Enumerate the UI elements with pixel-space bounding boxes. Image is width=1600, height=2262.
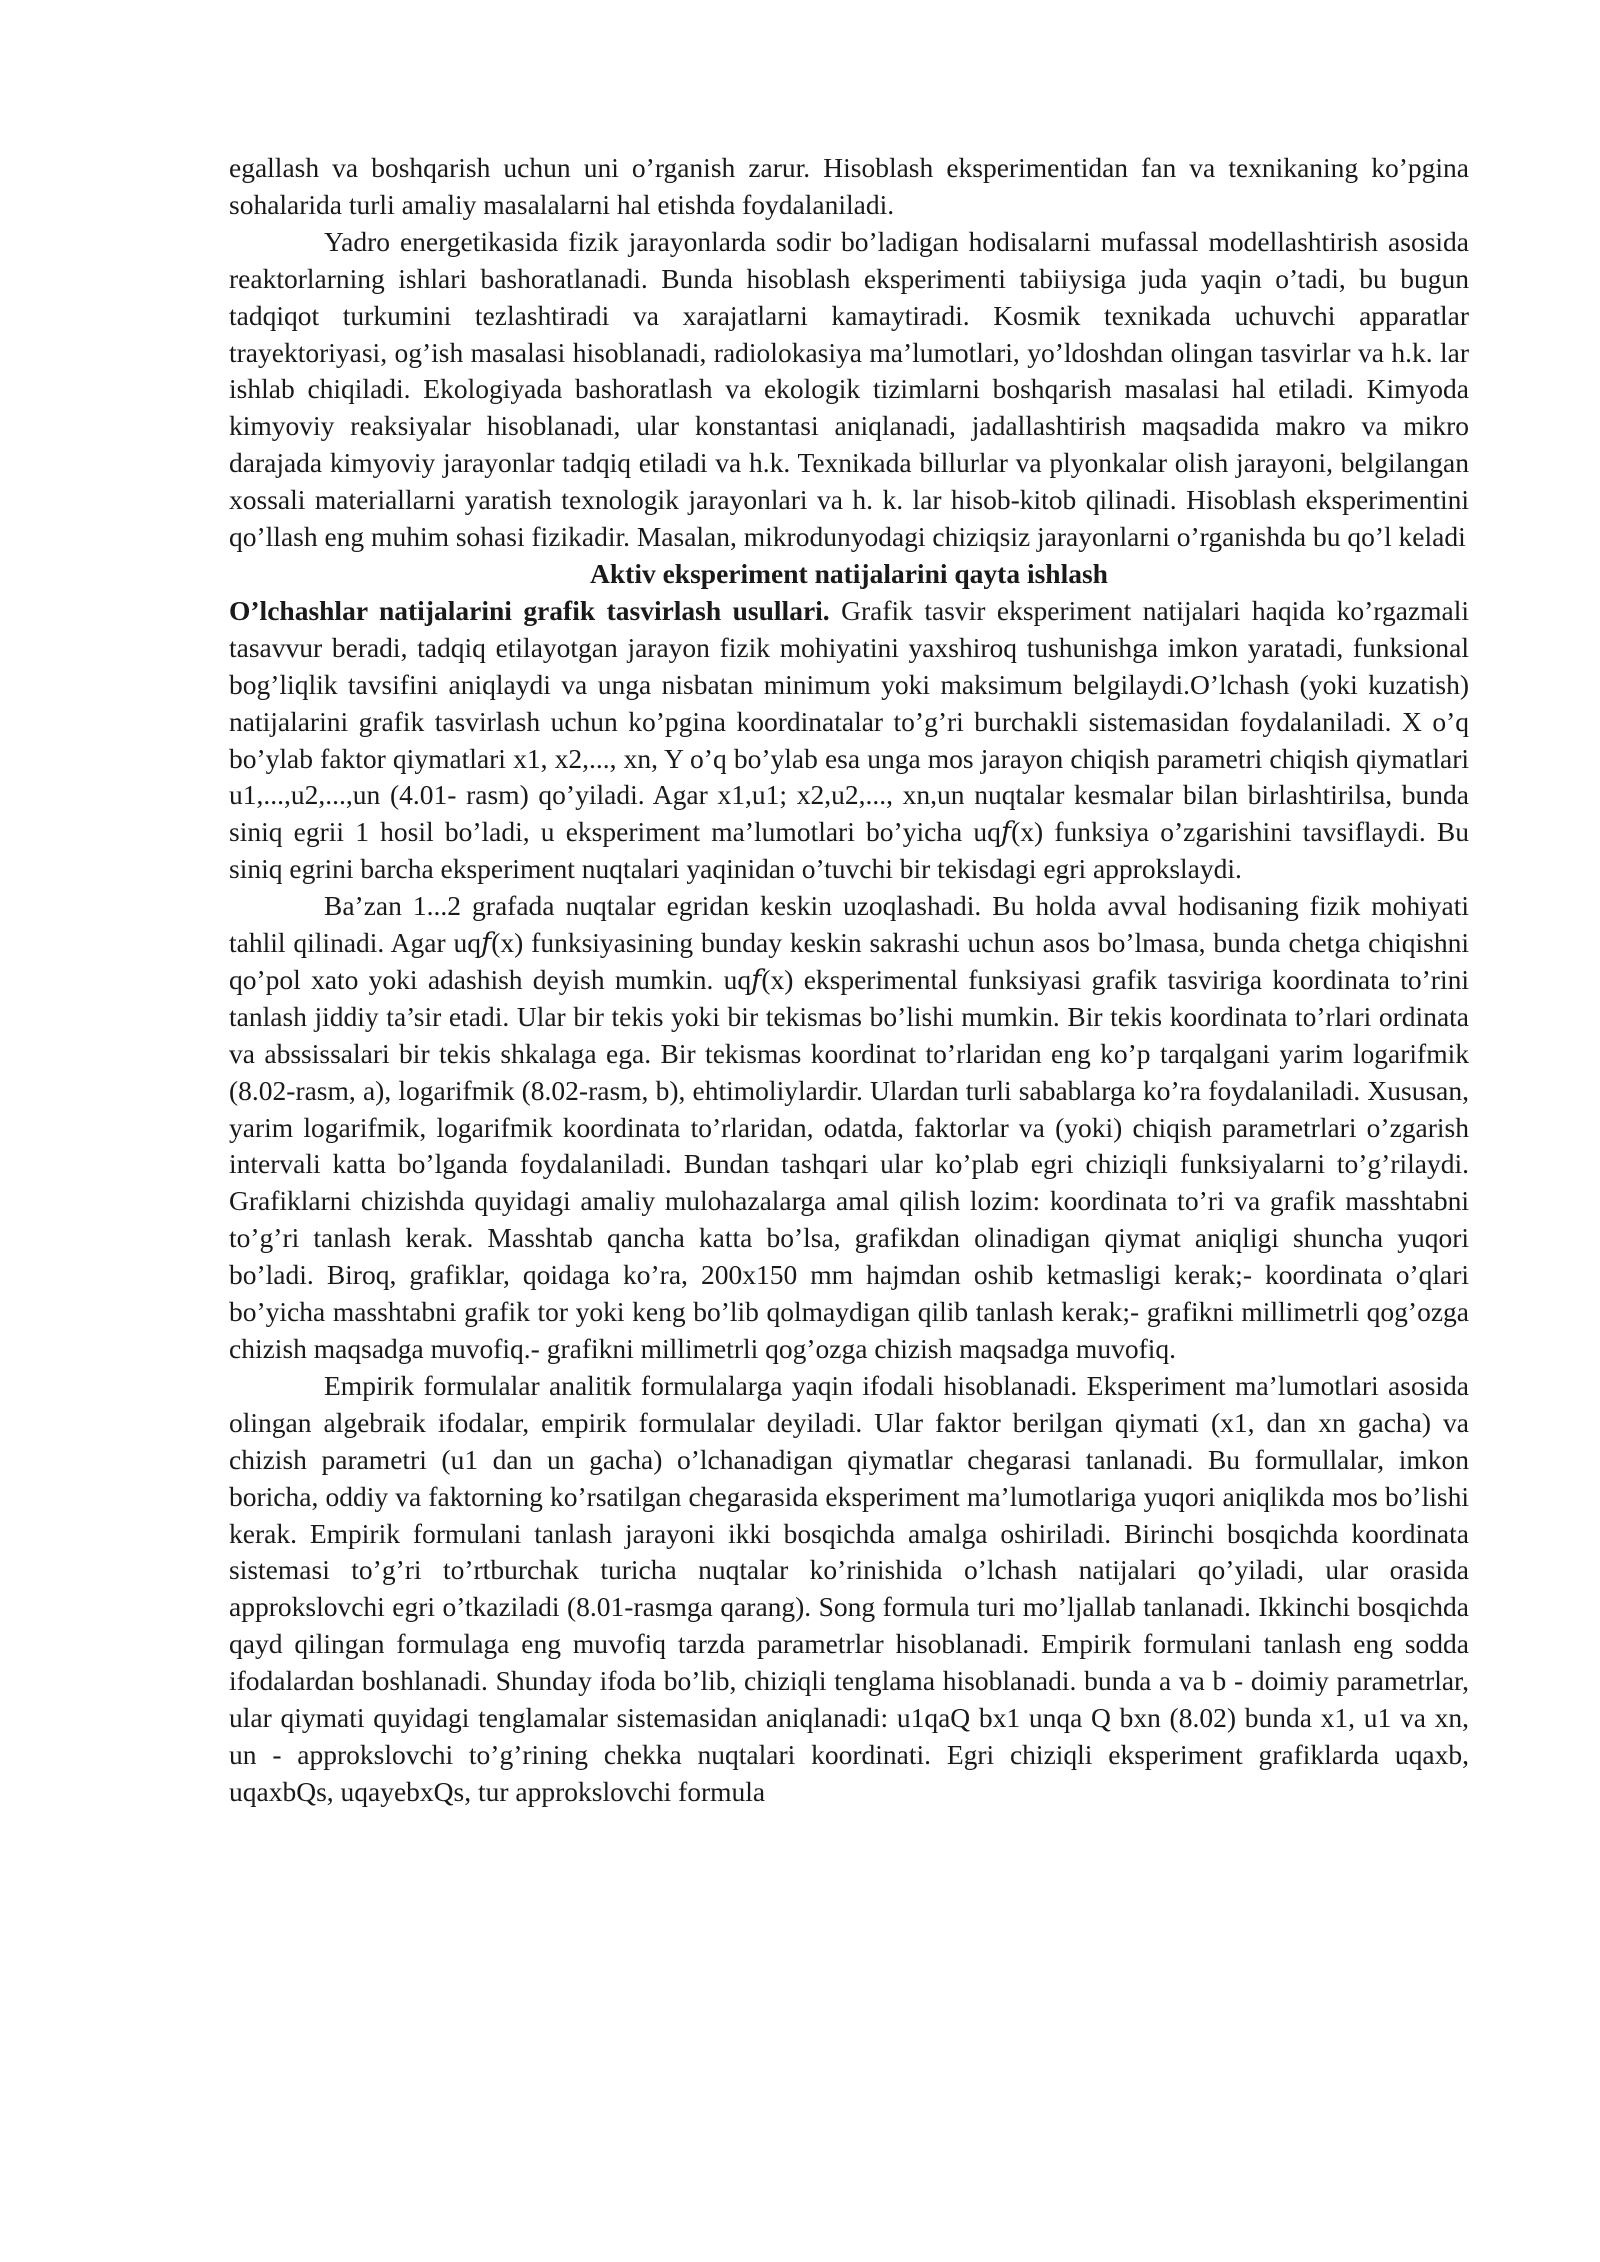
paragraph-2: Yadro energetikasida fizik jarayonlarda sodir bo’ladigan hodisalarni mufassal modellashtirish asosida reaktorlarning ishlari bashoratlanadi. Bunda hisoblash eksperimenti tabiiysiga juda yaqin o’tadi, bu bugun tadqiqot turkumini tezlashtiradi va xarajatlarni kamaytiradi. Kosmik texnikada uchuvchi apparatlar trayektoriyasi, og’ish masalasi hisoblanadi, radiolokasiya ma’lumotlari, yo’ldoshdan olingan tasvirlar va h.k. lar ishlab chiqiladi. Ekologiyada bashoratlash va ekologik tizimlarni boshqarish masalasi hal etiladi. Kimyoda kimyoviy reaksiyalar hisoblanadi, ular konstantasi aniqlanadi, jadallashtirish maqsadida makro va mikro darajada kimyoviy jarayonlar tadqiq etiladi va h.k. Texnikada billurlar va plyonkalar olish jarayoni, belgilangan xossali materiallarni yaratish texnologik jarayonlari va h. k. lar hisob-kitob qilinadi. Hisoblash eksperimentini qo’llash eng muhim sohasi fizikadir. Masalan, mikrodunyodagi chiziqsiz jarayonlarni o’rganishda bu qo’l keladi [229, 225, 1469, 553]
paragraph-3-body: Grafik tasvir eksperiment natijalari haqida ko’rgazmali tasavvur beradi, tadqiq etilayotgan jarayon fizik mohiyatini yaxshiroq tushunishga imkon yaratadi, funksional bog’liqlik tavsifini aniqlaydi va unga nisbatan minimum yoki maksimum belgilaydi.O’lchash (yoki kuzatish) natijalarini grafik tasvirlash uchun ko’pgina koordinatalar to’g’ri burchakli sistemasidan foydalaniladi. X o’q bo’ylab faktor qiymatlari x1, x2,..., xn, Y o’q bo’ylab esa unga mos jarayon chiqish parametri chiqish qiymatlari u1,...,u2,...,un (4.01- rasm) qo’yiladi. Agar x1,u1; x2,u2,..., xn,un nuqtalar kesmalar bilan birlashtirilsa, bunda siniq egrii 1 hosil bo’ladi, u eksperiment ma’lumotlari bo’yicha uq𝑓(x) funksiya o’zgarishini tavsiflaydi. Bu siniq egrini barcha eksperiment nuqtalari yaqinidan o’tuvchi bir tekisdagi egri approkslaydi. [229, 594, 1469, 885]
paragraph-3-lead: O’lchashlar natijalarini grafik tasvirlash usullari. [229, 594, 830, 626]
document-page [229, 150, 1469, 1811]
paragraph-3 [229, 593, 1469, 888]
section-heading: Aktiv eksperiment natijalarini qayta ishlash [590, 557, 1108, 589]
paragraph-5: Empirik formulalar analitik formulalarga yaqin ifodali hisoblanadi. Eksperiment ma’lumotlari asosida olingan algebraik ifodalar, empirik formulalar deyiladi. Ular faktor berilgan qiymati (x1, dan xn gacha) va chizish parametri (u1 dan un gacha) o’lchanadigan qiymatlar chegarasi tanlanadi. Bu formullalar, imkon boricha, oddiy va faktorning ko’rsatilgan chegarasida eksperiment ma’lumotlariga yuqori aniqlikda mos bo’lishi kerak. Empirik formulani tanlash jarayoni ikki bosqichda amalga oshiriladi. Birinchi bosqichda koordinata sistemasi to’g’ri to’rtburchak turicha nuqtalar ko’rinishida o’lchash natijalari qo’yiladi, ular orasida approkslovchi egri o’tkaziladi (8.01-rasmga qarang). Song formula turi mo’ljallab tanlanadi. Ikkinchi bosqichda qayd qilingan formulaga eng muvofiq tarzda parametrlar hisoblanadi. Empirik formulani tanlash eng sodda ifodalardan boshlanadi. Shunday ifoda bo’lib, chiziqli tenglama hisoblanadi. bunda a va b - doimiy parametrlar, ular qiymati quyidagi tenglamalar sistemasidan aniqlanadi: u1qaQ bx1 unqa Q bxn (8.02) bunda x1, u1 va xn, un - approkslovchi to’g’rining chekka nuqtalari koordinati. Egri chiziqli eksperiment grafiklarda uqaxb, uqaxbQs, uqayebxQs, tur approkslovchi formula [229, 1369, 1469, 1807]
paragraph-4: Ba’zan 1...2 grafada nuqtalar egridan keskin uzoqlashadi. Bu holda avval hodisaning fizik mohiyati tahlil qilinadi. Agar uq𝑓(x) funksiyasining bunday keskin sakrashi uchun asos bo’lmasa, bunda chetga chiqishni qo’pol xato yoki adashish deyish mumkin. uq𝑓(x) eksperimental funksiyasi grafik tasviriga koordinata to’rini tanlash jiddiy ta’sir etadi. Ular bir tekis yoki bir tekismas bo’lishi mumkin. Bir tekis koordinata to’rlari ordinata va abssissalari bir tekis shkalaga ega. Bir tekismas koordinat to’rlaridan eng ko’p tarqalgani yarim logarifmik (8.02-rasm, a), logarifmik (8.02-rasm, b), ehtimoliylardir. Ulardan turli sabablarga ko’ra foydalaniladi. Xususan, yarim logarifmik, logarifmik koordinata to’rlaridan, odatda, faktorlar va (yoki) chiqish parametrlari o’zgarish intervali katta bo’lganda foydalaniladi. Bundan tashqari ular ko’plab egri chiziqli funksiyalarni to’g’rilaydi. Grafiklarni chizishda quyidagi amaliy mulohazalarga amal qilish lozim: koordinata to’ri va grafik masshtabni to’g’ri tanlash kerak. Masshtab qancha katta bo’lsa, grafikdan olinadigan qiymat aniqligi shuncha yuqori bo’ladi. Biroq, grafiklar, qoidaga ko’ra, 200x150 mm hajmdan oshib ketmasligi kerak;- koordinata o’qlari bo’yicha masshtabni grafik tor yoki keng bo’lib qolmaydigan qilib tanlash kerak;- grafikni millimetrli qog’ozga chizish maqsadga muvofiq.- grafikni millimetrli qog’ozga chizish maqsadga muvofiq. [229, 890, 1469, 1364]
paragraph-1: egallash va boshqarish uchun uni o’rganish zarur. Hisoblash eksperimentidan fan va texnikaning ko’pgina sohalarida turli amaliy masalalarni hal etishda foydalaniladi. [229, 152, 1469, 220]
